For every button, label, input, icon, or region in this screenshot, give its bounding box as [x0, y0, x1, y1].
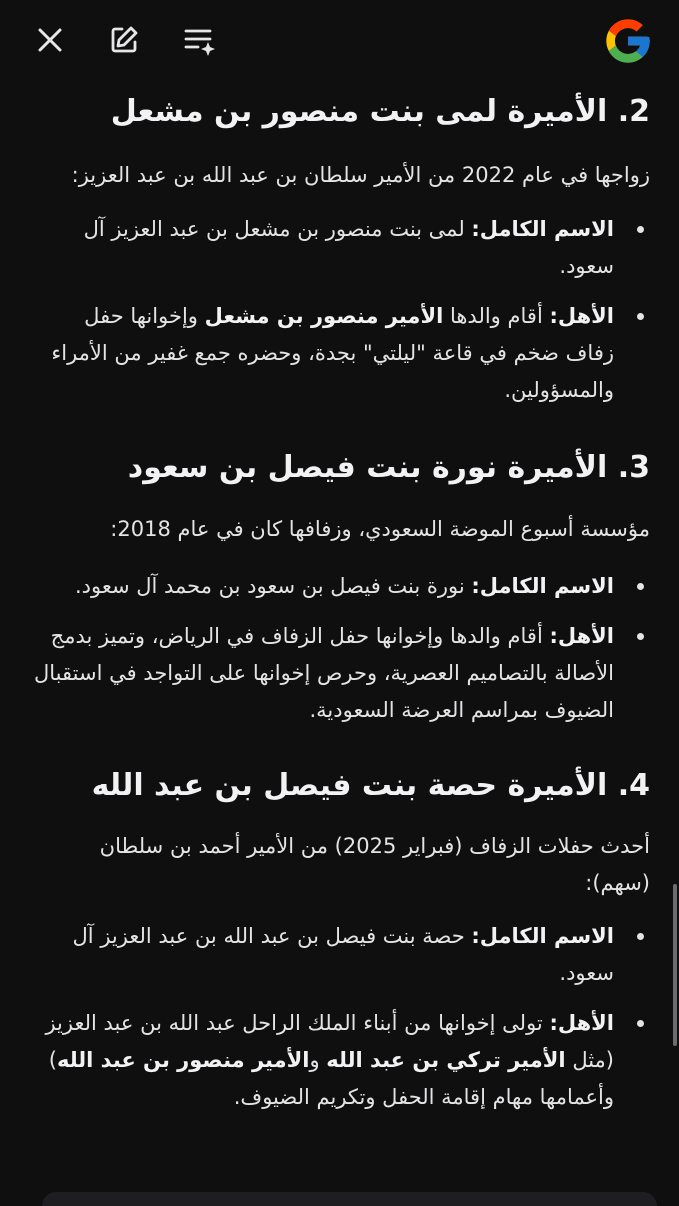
section-lama: [30, 92, 650, 409]
item-bold-text: الأمير منصور بن عبد الله: [56, 1048, 310, 1072]
bullet-dot: [637, 933, 644, 940]
bullet-dot: [637, 1020, 644, 1027]
top-toolbar: [0, 0, 679, 80]
item-text: وإخوانها حفل زفاف ضخم في قاعة "ليلتي" بجدة، وحضره جمع غفير من الأمراء والمسؤولين.: [51, 304, 614, 402]
item-label: الاسم الكامل:: [471, 574, 614, 598]
google-logo[interactable]: [599, 16, 657, 66]
item-label: الأهل:: [549, 1011, 614, 1035]
bullet-dot: [637, 633, 644, 640]
section-heading: 3. الأميرة نورة بنت فيصل بن سعود: [127, 450, 650, 485]
close-button[interactable]: [30, 20, 70, 60]
list-item: [30, 618, 650, 729]
item-bold-text: الأمير منصور بن مشعل: [204, 304, 444, 328]
item-bold-text: الأمير تركي بن عبد الله: [326, 1048, 566, 1072]
section-intro: زواجها في عام 2022 من الأمير سلطان بن عبد الله بن عبد العزيز:: [71, 163, 650, 187]
item-text: حصة بنت فيصل بن عبد الله بن عبد العزيز آل سعود.: [72, 924, 614, 985]
item-label: الاسم الكامل:: [471, 217, 614, 241]
details-list: [30, 568, 650, 729]
item-text: أقام والدها: [443, 304, 550, 328]
close-icon: [35, 25, 65, 55]
item-label: الأهل:: [549, 304, 614, 328]
section-noura: [30, 448, 650, 729]
playlist-add-icon: [183, 24, 217, 56]
section-intro: أحدث حفلات الزفاف (فبراير 2025) من الأمير أحمد بن سلطان (سهم):: [99, 834, 650, 895]
item-text: تولى إخوانها من أبناء الملك الراحل عبد الله بن عبد العزيز (مثل: [45, 1011, 614, 1072]
item-label: الاسم الكامل:: [471, 924, 614, 948]
section-hessa: [30, 766, 650, 1116]
bottom-sheet-edge: [42, 1192, 657, 1206]
playlist-add-button[interactable]: [180, 20, 220, 60]
list-item: [30, 1005, 650, 1116]
item-text: أقام والدها وإخوانها حفل الزفاف في الرياض، وتميز بدمج الأصالة بالتصاميم العصرية، وحرص إخوانها على التواجد في استقبال الضيوف بمراسم العرضة السعودية.: [34, 624, 614, 722]
item-text: لمى بنت منصور بن مشعل بن عبد العزيز آل سعود.: [83, 217, 614, 278]
details-list: [30, 211, 650, 409]
section-heading: 4. الأميرة حصة بنت فيصل بن عبد الله: [91, 768, 650, 803]
item-label: الأهل:: [549, 624, 614, 648]
bullet-dot: [637, 226, 644, 233]
section-intro: مؤسسة أسبوع الموضة السعودي، وزفافها كان في عام 2018:: [110, 517, 650, 541]
item-text: نورة بنت فيصل بن سعود بن محمد آل سعود.: [74, 574, 472, 598]
section-heading: 2. الأميرة لمى بنت منصور بن مشعل: [110, 94, 650, 129]
list-item: [30, 568, 650, 605]
edit-button[interactable]: [104, 20, 144, 60]
list-item: [30, 211, 650, 285]
item-text: و: [309, 1048, 327, 1072]
list-item: [30, 298, 650, 409]
edit-icon: [108, 24, 140, 56]
list-item: [30, 918, 650, 992]
bullet-dot: [637, 313, 644, 320]
answer-content: [30, 92, 650, 1116]
bullet-dot: [637, 583, 644, 590]
google-g-icon: [602, 15, 654, 67]
scrollbar-thumb[interactable]: [673, 884, 677, 1046]
details-list: [30, 918, 650, 1116]
item-text: ) وأعمامها مهام إقامة الحفل وتكريم الضيوف.: [48, 1048, 614, 1109]
